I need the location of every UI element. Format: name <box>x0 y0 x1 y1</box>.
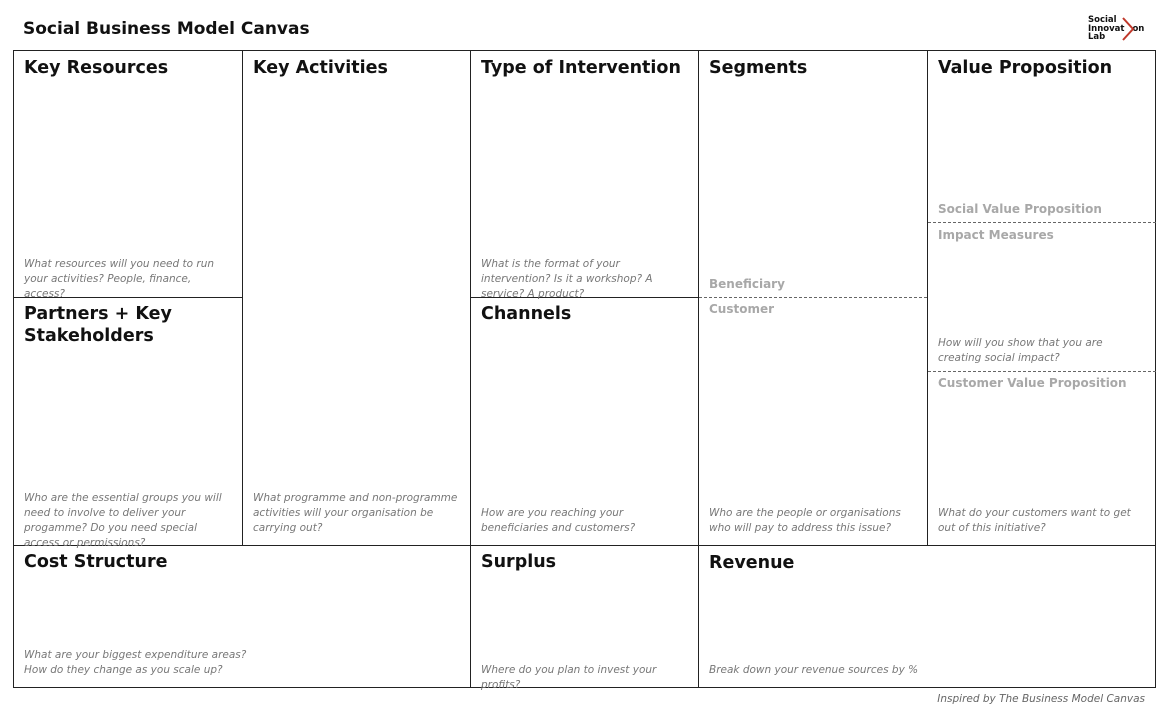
logo-chevron-icon <box>1121 16 1135 42</box>
segments-heading: Segments <box>709 58 808 78</box>
cost-structure-block[interactable] <box>14 546 471 688</box>
cost-structure-heading: Cost Structure <box>24 552 168 572</box>
key-resources-heading: Key Resources <box>24 58 169 78</box>
key-activities-block[interactable] <box>243 51 471 546</box>
customer-label: Customer <box>709 302 775 316</box>
page-title: Social Business Model Canvas <box>23 19 310 39</box>
revenue-block[interactable] <box>699 546 1156 688</box>
key-activities-heading: Key Activities <box>253 58 388 78</box>
logo-text <box>1088 16 1144 42</box>
value-proposition-prompt: What do your customers want to get out of this initiative? <box>938 507 1131 534</box>
logo-line-2: Innovat on <box>1088 23 1145 34</box>
type-of-intervention-block[interactable] <box>471 51 699 298</box>
surplus-block[interactable] <box>471 546 699 691</box>
key-activities-prompt: What programme and non-programme activities will your organisation be carrying out? <box>253 492 458 534</box>
surplus-prompt: Where do you plan to invest your profits? <box>481 664 657 691</box>
key-resources-block[interactable] <box>14 51 243 298</box>
logo-line-1: Social <box>1088 15 1117 25</box>
channels-block[interactable] <box>471 298 699 546</box>
cost-structure-prompt: What are your biggest expenditure areas? How do they change as you scale up? <box>24 649 247 676</box>
partners-heading: Partners + Key Stakeholders <box>24 304 172 346</box>
value-proposition-heading: Value Proposition <box>938 58 1113 78</box>
impact-measures-label: Impact Measures <box>938 228 1054 242</box>
revenue-heading: Revenue <box>709 553 795 573</box>
customer-value-proposition-label: Customer Value Proposition <box>938 376 1127 390</box>
key-resources-prompt: What resources will you need to run your activities? People, finance, access? <box>24 258 214 300</box>
beneficiary-label: Beneficiary <box>709 277 785 291</box>
type-of-intervention-heading: Type of Intervention <box>481 58 681 78</box>
revenue-prompt: Break down your revenue sources by % <box>709 664 919 676</box>
business-model-canvas <box>13 50 1156 691</box>
channels-heading: Channels <box>481 304 572 324</box>
segments-block[interactable] <box>699 51 928 546</box>
surplus-heading: Surplus <box>481 552 557 572</box>
social-value-proposition-label: Social Value Proposition <box>938 202 1102 216</box>
social-innovation-lab-logo <box>1088 16 1148 42</box>
partners-block[interactable] <box>14 298 243 549</box>
channels-prompt: How are you reaching your beneficiaries and customers? <box>481 507 636 534</box>
impact-measures-prompt: How will you show that you are creating social impact? <box>938 337 1103 364</box>
type-of-intervention-prompt: What is the format of your intervention? Is it a workshop? A service? A product? <box>481 258 653 300</box>
logo-line-3: Lab <box>1088 32 1106 42</box>
value-proposition-block[interactable] <box>928 51 1156 546</box>
segments-prompt: Who are the people or organisations who will pay to address this issue? <box>709 507 901 534</box>
footer-credit: Inspired by The Business Model Canvas <box>937 693 1145 705</box>
partners-prompt: Who are the essential groups you will need to involve to deliver your progamme? Do you need special access or permissions? <box>24 492 222 549</box>
